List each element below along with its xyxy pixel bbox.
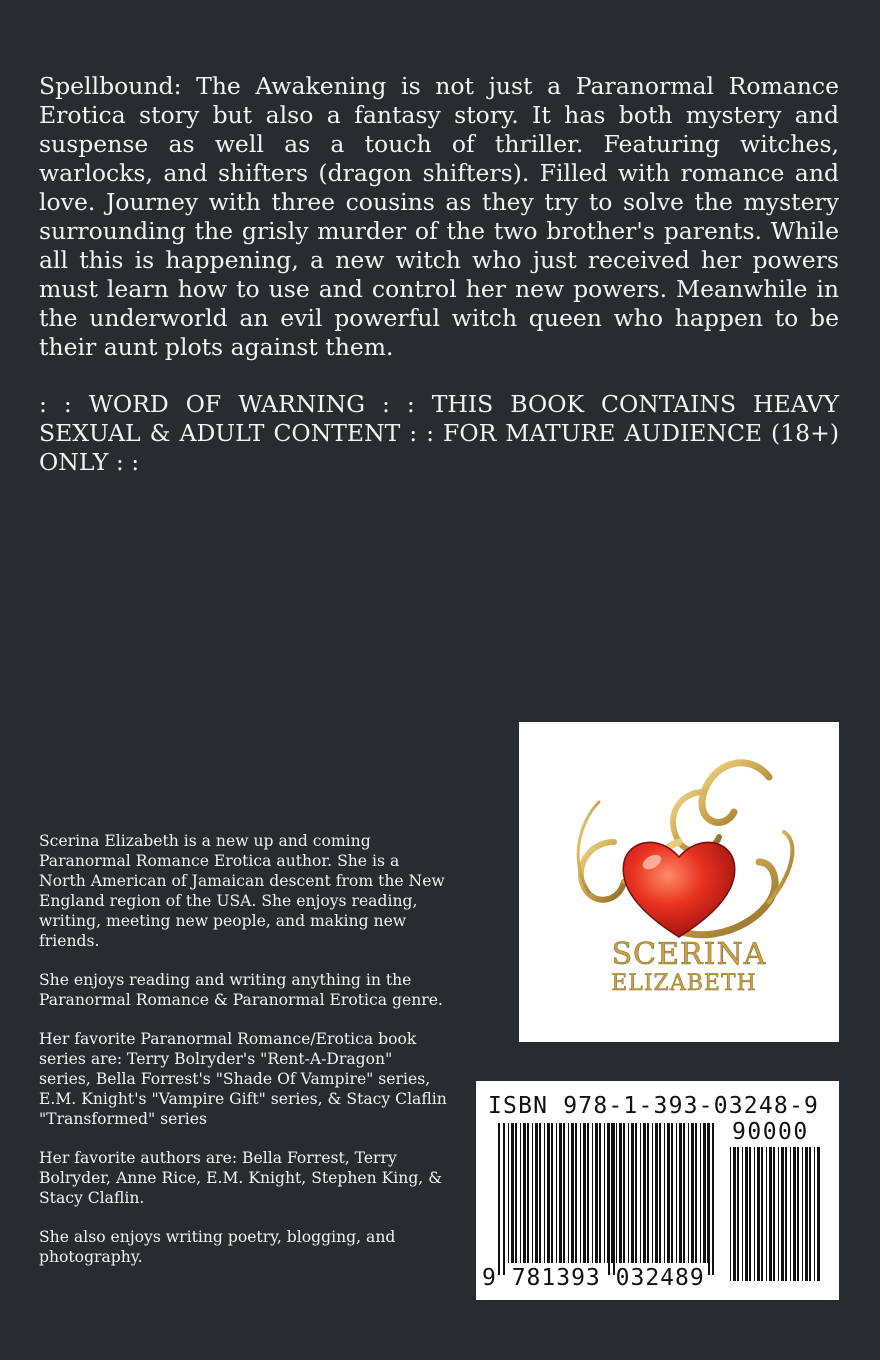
barcode-bar (535, 1123, 538, 1263)
barcode-bar (568, 1123, 569, 1263)
barcode-bar (749, 1147, 751, 1281)
barcode-bar (664, 1123, 665, 1263)
barcode-bar (655, 1123, 658, 1263)
barcode-bar (802, 1147, 803, 1281)
barcode-bar (730, 1147, 731, 1281)
barcode-bar (671, 1123, 673, 1263)
barcode-bar (688, 1123, 689, 1263)
barcode-guard-bar (708, 1123, 710, 1275)
barcode-bar (575, 1123, 577, 1263)
barcode-bar (773, 1147, 775, 1281)
barcode-bar (523, 1123, 526, 1263)
barcode-bar (539, 1123, 541, 1263)
barcode-bar (683, 1123, 685, 1263)
barcode-bar (631, 1123, 634, 1263)
author-logo-graphic (519, 722, 839, 1042)
barcode-guard-bar (613, 1123, 615, 1275)
barcode-bar (781, 1147, 784, 1281)
heart-icon (623, 842, 735, 937)
isbn-barcode-box (476, 1081, 839, 1300)
barcode-bar (742, 1147, 743, 1281)
barcode-bar (695, 1123, 697, 1263)
barcode-bar (635, 1123, 637, 1263)
barcode-bar (785, 1147, 787, 1281)
logo-name-line2: ELIZABETH (611, 971, 757, 996)
barcode-bar (703, 1123, 706, 1263)
barcode-bar (547, 1123, 550, 1263)
isbn-label: ISBN 978-1-393-03248-9 (488, 1093, 820, 1119)
barcode-bar (778, 1147, 779, 1281)
barcode-bar (691, 1123, 694, 1263)
barcode-bar (592, 1123, 593, 1263)
barcode-bar (616, 1123, 617, 1263)
price-code: 90000 (732, 1119, 809, 1145)
barcode-bar (628, 1123, 629, 1263)
bio-paragraph: She also enjoys writing poetry, blogging, and photography. (39, 1228, 396, 1266)
barcode-bar (532, 1123, 533, 1263)
barcode-bar (797, 1147, 799, 1281)
barcode-bar (733, 1147, 736, 1281)
barcode-bar (527, 1123, 529, 1263)
barcode-bar (676, 1123, 677, 1263)
logo-name-line1: SCERINA (611, 937, 767, 972)
barcode-bar (769, 1147, 772, 1281)
barcode-bar (805, 1147, 808, 1281)
barcode-bar (814, 1147, 815, 1281)
barcode-bar (556, 1123, 557, 1263)
barcode-bar (580, 1123, 581, 1263)
barcode-bar (511, 1123, 514, 1263)
barcode-bar (737, 1147, 739, 1281)
barcode-bar (623, 1123, 625, 1263)
barcode-bar (766, 1147, 767, 1281)
barcode-guard-bar (712, 1123, 714, 1275)
bio-paragraph: Scerina Elizabeth is a new up and coming Paranormal Romance Erotica author. She is a North American of Jamaican descent from the New England region of the USA. She enjoys reading, writing, meeting new people, and making new friends. (39, 832, 445, 950)
author-logo (519, 722, 839, 1042)
barcode-bar (647, 1123, 649, 1263)
barcode-bar (515, 1123, 517, 1263)
barcode-bar (563, 1123, 565, 1263)
barcode-bar (587, 1123, 589, 1263)
barcode-guard-bar (608, 1123, 610, 1275)
bio-paragraph: Her favorite authors are: Bella Forrest, Terry Bolryder, Anne Rice, E.M. Knight, Stephen King, & Stacy Claflin. (39, 1149, 443, 1207)
barcode-bar (761, 1147, 763, 1281)
barcode-bar (604, 1123, 605, 1263)
barcode-bar (643, 1123, 646, 1263)
barcode-bar (809, 1147, 811, 1281)
barcode-bar (619, 1123, 622, 1263)
barcode-guard-bar (498, 1123, 500, 1275)
barcode-bar (520, 1123, 521, 1263)
barcode-bar (817, 1147, 820, 1281)
barcode-bar (659, 1123, 661, 1263)
barcode-bar (700, 1123, 701, 1263)
author-bio (39, 831, 449, 1286)
barcode-bar (790, 1147, 791, 1281)
barcode-bar (559, 1123, 562, 1263)
barcode-bar (652, 1123, 653, 1263)
barcode-bar (583, 1123, 586, 1263)
bio-paragraph: She enjoys reading and writing anything in the Paranormal Romance & Paranormal Erotica genre. (39, 971, 443, 1009)
barcode-bar (679, 1123, 682, 1263)
barcode-bar (754, 1147, 755, 1281)
barcode-bar (595, 1123, 598, 1263)
barcode-bar (640, 1123, 641, 1263)
barcode-bar (508, 1123, 509, 1263)
barcode-bar (793, 1147, 796, 1281)
barcode-bar (571, 1123, 574, 1263)
ean-digits: 9 781393 032489 (482, 1265, 705, 1291)
barcode-bar (611, 1123, 613, 1263)
barcode-guard-bar (503, 1123, 505, 1275)
barcode-bar (757, 1147, 760, 1281)
barcode-bar (544, 1123, 545, 1263)
barcode-bar (551, 1123, 553, 1263)
barcode-bar (667, 1123, 670, 1263)
bio-paragraph: Her favorite Paranormal Romance/Erotica book series are: Terry Bolryder's "Rent-A-Dragon" series, Bella Forrest's "Shade Of Vampire" series, E.M. Knight's "Vampire Gift" series, & Stacy Claflin "Transformed" series (39, 1030, 447, 1128)
barcode-bar (745, 1147, 748, 1281)
content-warning: : : WORD OF WARNING : : THIS BOOK CONTAINS HEAVY SEXUAL & ADULT CONTENT : : FOR MATURE AUDIENCE (18+) ONLY : : (39, 390, 839, 476)
barcode-bar (599, 1123, 601, 1263)
book-description: Spellbound: The Awakening is not just a Paranormal Romance Erotica story but also a fantasy story. It has both mystery and suspense as well as a touch of thriller. Featuring witches, warlocks, and shifters (dragon shifters). Filled with romance and love. Journey with three cousins as they try to solve the mystery surrounding the grisly murder of the two brother's parents. While all this is happening, a new witch who just received her powers must learn how to use and control her new powers. Meanwhile in the underworld an evil powerful witch queen who happen to be their aunt plots against them. (39, 72, 839, 361)
